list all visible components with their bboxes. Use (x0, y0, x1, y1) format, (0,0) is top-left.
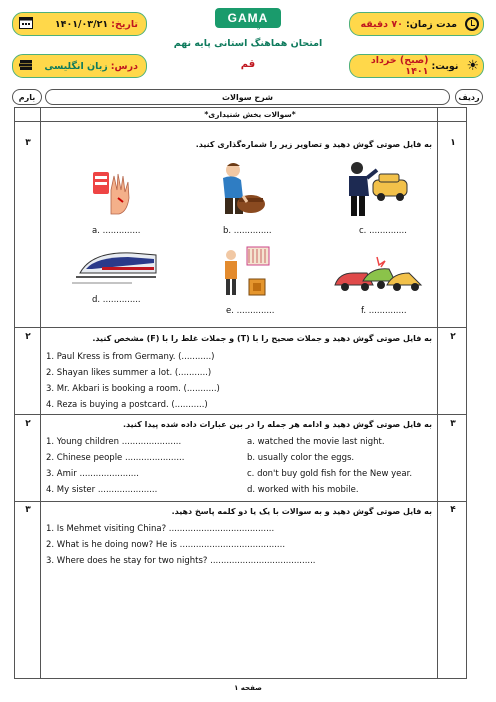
q4-item-2: 2. What is he doing now? He is ....................................... (46, 540, 286, 550)
row-divider (437, 107, 438, 679)
q3-left-4: 4. My sister ...................... (46, 485, 158, 495)
duration-label: مدت زمان: (405, 18, 457, 30)
sun-icon: ☀ (466, 58, 479, 74)
q1-caption-a: a. .............. (92, 226, 141, 236)
q3-right-d: d. worked with his mobile. (247, 485, 359, 495)
q3-instruction: به فایل صوتی گوش دهید و ادامه هر جمله را در بین عبارات داده شده پیدا کنید. (122, 420, 432, 429)
section-title: *سوالات بخش شنیداری* (204, 110, 296, 119)
q2-score: ۲ (25, 332, 31, 342)
q1-divider (14, 327, 467, 328)
duration-value: ۷۰ دقیقه (360, 18, 403, 30)
hand-cut-image (89, 168, 139, 222)
q1-score: ۳ (25, 138, 31, 148)
taxi-man-image (343, 160, 409, 222)
score-col-header: بارم (12, 89, 42, 105)
q2-item-2: 2. Shayan likes summer a lot. (...........) (46, 368, 212, 378)
shift-label: نوبت: (431, 60, 459, 72)
q3-right-a: a. watched the movie last night. (247, 437, 385, 447)
q4-item-3: 3. Where does he stay for two nights? ....................................... (46, 556, 316, 566)
exam-title: امتحان هماهنگ استانی پایه نهم (173, 38, 323, 49)
q4-instruction: به فایل صوتی گوش دهید و به سوالات با یک یا دو کلمه پاسخ دهید. (171, 507, 432, 516)
exam-header (170, 8, 326, 70)
q3-left-2: 2. Chinese people ...................... (46, 453, 185, 463)
books-icon (19, 59, 33, 74)
q1-caption-c: c. .............. (359, 226, 407, 236)
q3-score: ۲ (25, 419, 31, 429)
desc-col-header: شرح سوالات (45, 89, 450, 105)
subject-label: درس: (110, 60, 138, 72)
q3-right-c: c. don't buy gold fish for the New year. (247, 469, 413, 479)
shift-pill (349, 54, 484, 78)
q4-number: ۴ (450, 505, 456, 515)
subject-pill (12, 54, 147, 78)
hot-room-image (219, 243, 271, 303)
q1-number: ۱ (450, 138, 456, 148)
date-value: ۱۴۰۱/۰۳/۲۱ (54, 18, 109, 30)
subject-value: زبان انگلیسی (44, 60, 108, 72)
q2-instruction: به فایل صوتی گوش دهید و جملات صحیح را با (T) و جملات غلط را با (F) مشخص کنید. (92, 334, 432, 343)
page-footer: صفحه ۱ (234, 684, 262, 692)
man-with-bag-image (213, 160, 268, 222)
row-col-header: ردیف (455, 89, 483, 105)
q2-item-3: 3. Mr. Akbari is booking a room. (...........) (46, 384, 220, 394)
q1-caption-d: d. .............. (92, 295, 141, 305)
q3-number: ۳ (450, 419, 456, 429)
clock-icon (465, 17, 479, 31)
section-divider (14, 121, 467, 122)
duration-pill (349, 12, 484, 36)
date-label: تاریخ: (111, 18, 138, 30)
q1-caption-b: b. .............. (223, 226, 272, 236)
q4-score: ۳ (25, 505, 31, 515)
q2-number: ۲ (450, 332, 456, 342)
train-image (72, 243, 160, 295)
q2-item-4: 4. Reza is buying a postcard. (...........) (46, 400, 208, 410)
q4-item-1: 1. Is Mehmet visiting China? ....................................... (46, 524, 275, 534)
q3-left-3: 3. Amir ...................... (46, 469, 139, 479)
q3-divider (14, 501, 467, 502)
city-name: قم (240, 59, 256, 70)
q2-divider (14, 414, 467, 415)
car-crash-image (333, 255, 423, 303)
q1-caption-e: e. .............. (226, 306, 275, 316)
calendar-icon (19, 16, 33, 32)
shift-value: (صبح) خرداد ۱۴۰۱ (370, 55, 429, 77)
q3-left-1: 1. Young children ...................... (46, 437, 182, 447)
q2-item-1: 1. Paul Kress is from Germany. (...........) (46, 352, 215, 362)
q1-instruction: به فایل صوتی گوش دهید و تصاویر زیر را شماره‌گذاری کنید. (195, 140, 432, 149)
gama-logo: GAMA gama.ir (215, 8, 281, 28)
date-pill (12, 12, 147, 36)
score-divider (40, 107, 41, 679)
q3-right-b: b. usually color the eggs. (247, 453, 355, 463)
q1-caption-f: f. .............. (361, 306, 407, 316)
